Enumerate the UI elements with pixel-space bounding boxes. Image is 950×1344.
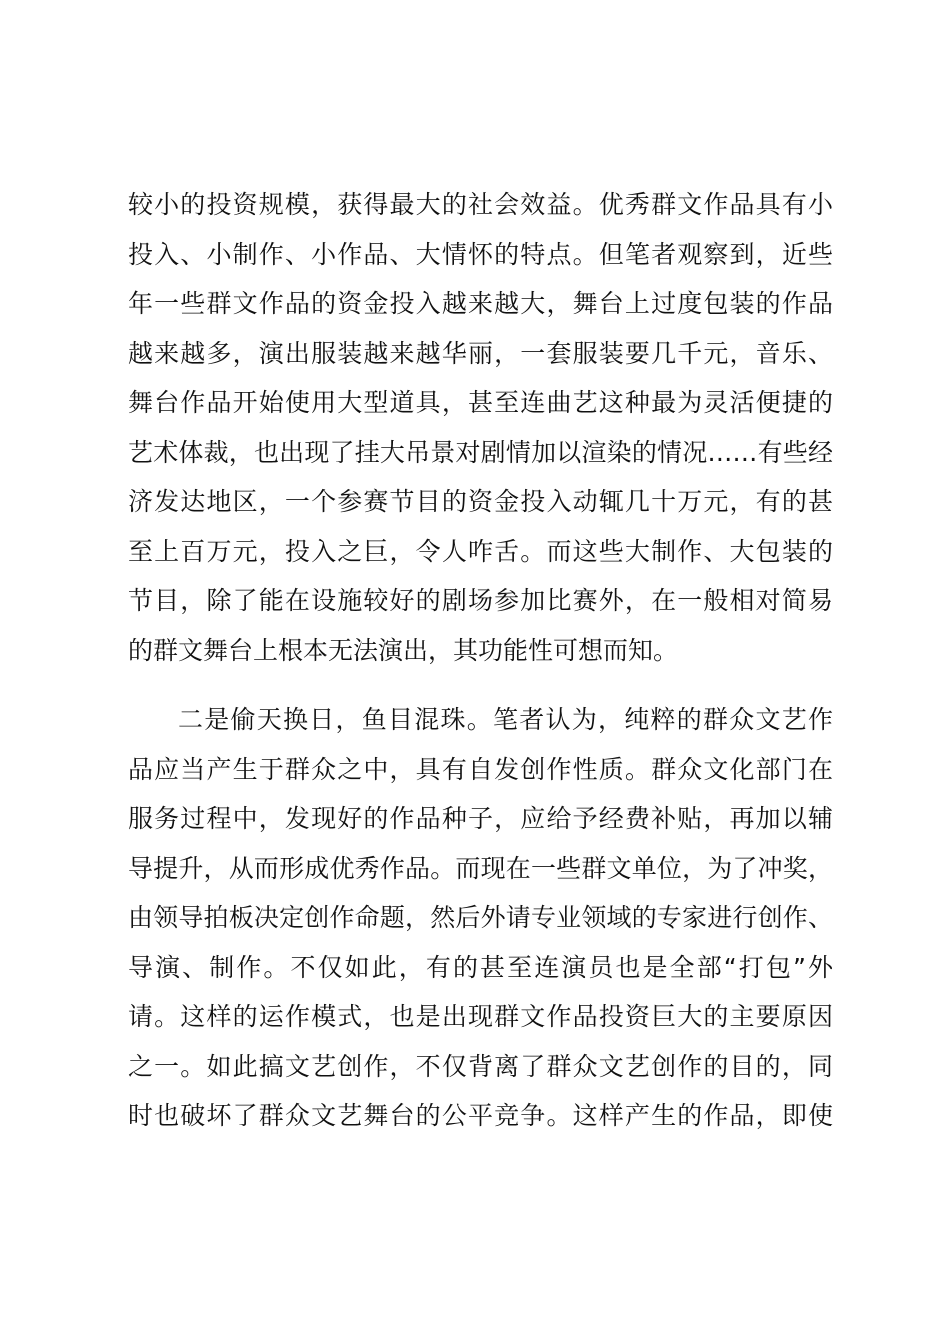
text-line: 服务过程中，发现好的作品种子，应给予经费补贴，再加以辅 <box>128 804 833 833</box>
text-line: 导提升，从而形成优秀作品。而现在一些群文单位，为了冲奖， <box>128 853 833 883</box>
text-line: 较小的投资规模，获得最大的社会效益。优秀群文作品具有小 <box>128 190 833 219</box>
text-line: 品应当产生于群众之中，具有自发创作性质。群众文化部门在 <box>128 754 833 784</box>
text-line: 请。这样的运作模式，也是出现群文作品投资巨大的主要原因 <box>128 1002 833 1031</box>
text-line: 至上百万元，投入之巨，令人咋舌。而这些大制作、大包装的 <box>128 536 833 566</box>
text-line: 济发达地区，一个参赛节目的资金投入动辄几十万元，有的甚 <box>128 487 833 516</box>
text-line: 舞台作品开始使用大型道具，甚至连曲艺这种最为灵活便捷的 <box>128 388 833 417</box>
text-line: 的群文舞台上根本无法演出，其功能性可想而知。 <box>128 635 679 665</box>
text-line: 越来越多，演出服装越来越华丽，一套服装要几千元，音乐、 <box>128 338 833 368</box>
paragraph-2 <box>128 695 833 1141</box>
text-line: 节目，除了能在设施较好的剧场参加比赛外，在一般相对简易 <box>128 586 833 615</box>
text-line: 时也破坏了群众文艺舞台的公平竞争。这样产生的作品，即使 <box>128 1101 833 1130</box>
text-line: 由领导拍板决定创作命题，然后外请专业领域的专家进行创作、 <box>128 903 833 932</box>
text-line: 之一。如此搞文艺创作，不仅背离了群众文艺创作的目的，同 <box>128 1051 833 1081</box>
text-line: 投入、小制作、小作品、大情怀的特点。但笔者观察到，近些 <box>128 239 833 269</box>
text-line: 二是偷天换日，鱼目混珠。笔者认为，纯粹的群众文艺作 <box>178 705 833 734</box>
text-line: 年一些群文作品的资金投入越来越大，舞台上过度包装的作品 <box>128 289 833 318</box>
text-line: 导演、制作。不仅如此，有的甚至连演员也是全部“打包”外 <box>128 952 833 982</box>
text-line: 艺术体裁，也出现了挂大吊景对剧情加以渲染的情况……有些经 <box>128 437 833 467</box>
paragraph-1 <box>128 180 833 675</box>
